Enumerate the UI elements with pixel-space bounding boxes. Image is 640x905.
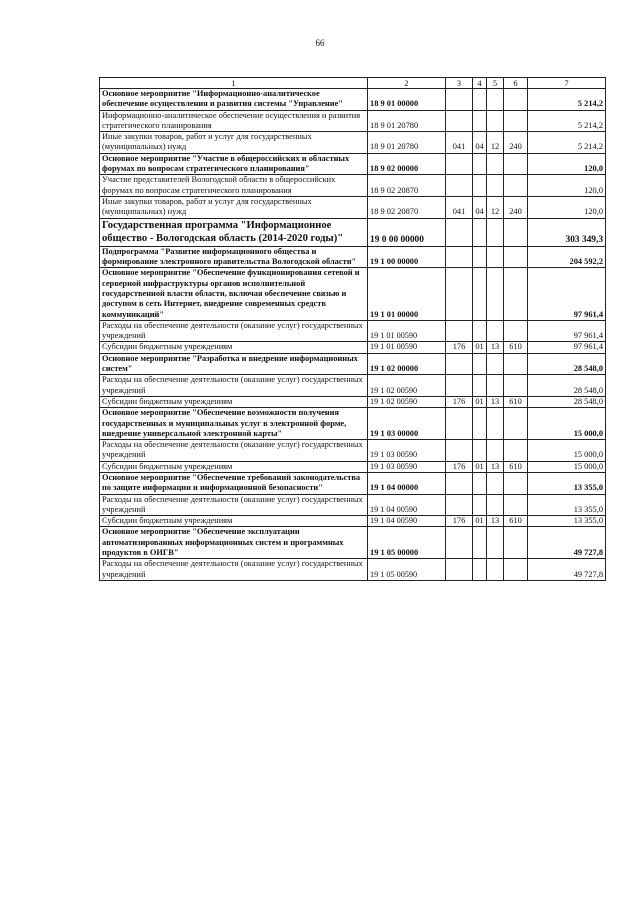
subsection-code <box>487 559 504 581</box>
expense-type-code <box>504 320 528 342</box>
section-code <box>473 472 487 494</box>
target-article-code: 19 0 00 00000 <box>368 218 446 246</box>
row-name-cell: Расходы на обеспечение деятельности (оказание услуг) государственных учреждений <box>100 440 368 462</box>
row-name-cell: Расходы на обеспечение деятельности (оказание услуг) государственных учреждений <box>100 320 368 342</box>
amount-cell: 204 592,2 <box>528 246 606 268</box>
row-name-cell: Участие представителей Вологодской области в общероссийских форумах по вопросам стратегического планирования <box>100 175 368 197</box>
amount-cell: 97 961,4 <box>528 342 606 353</box>
amount-cell: 5 214,2 <box>528 110 606 132</box>
column-header-1: 1 <box>100 78 368 89</box>
section-code <box>473 559 487 581</box>
table-row <box>100 175 606 197</box>
subsection-code: 13 <box>487 396 504 407</box>
target-article-code: 19 1 04 00590 <box>368 516 446 527</box>
table-body <box>100 89 606 581</box>
amount-cell: 13 355,0 <box>528 516 606 527</box>
section-code <box>473 218 487 246</box>
table-row <box>100 132 606 154</box>
target-article-code: 19 1 01 00590 <box>368 342 446 353</box>
target-article-code: 18 9 01 20780 <box>368 110 446 132</box>
section-code <box>473 89 487 111</box>
expense-type-code <box>504 408 528 440</box>
amount-cell: 28 548,0 <box>528 396 606 407</box>
target-article-code: 19 1 02 00000 <box>368 353 446 375</box>
department-code: 041 <box>446 132 473 154</box>
table-row <box>100 516 606 527</box>
expense-type-code: 610 <box>504 516 528 527</box>
subsection-code <box>487 110 504 132</box>
section-code <box>473 268 487 320</box>
target-article-code: 19 1 03 00000 <box>368 408 446 440</box>
table-row <box>100 472 606 494</box>
table-row <box>100 527 606 559</box>
expense-type-code <box>504 89 528 111</box>
table-row <box>100 375 606 397</box>
section-code <box>473 494 487 516</box>
target-article-code: 19 1 04 00590 <box>368 494 446 516</box>
amount-cell: 49 727,8 <box>528 559 606 581</box>
expense-type-code <box>504 110 528 132</box>
amount-cell: 5 214,2 <box>528 132 606 154</box>
section-code <box>473 408 487 440</box>
amount-cell: 120,0 <box>528 175 606 197</box>
section-code: 01 <box>473 342 487 353</box>
table-row <box>100 440 606 462</box>
department-code: 176 <box>446 516 473 527</box>
department-code <box>446 246 473 268</box>
amount-cell: 97 961,4 <box>528 268 606 320</box>
section-code: 04 <box>473 132 487 154</box>
table-row <box>100 494 606 516</box>
section-code <box>473 375 487 397</box>
target-article-code: 19 1 03 00590 <box>368 461 446 472</box>
table-row <box>100 218 606 246</box>
department-code <box>446 375 473 397</box>
expense-type-code <box>504 440 528 462</box>
expense-type-code <box>504 527 528 559</box>
section-code: 01 <box>473 461 487 472</box>
department-code <box>446 408 473 440</box>
row-name-cell: Расходы на обеспечение деятельности (оказание услуг) государственных учреждений <box>100 559 368 581</box>
column-header-6: 6 <box>504 78 528 89</box>
department-code: 176 <box>446 342 473 353</box>
row-name-cell: Субсидии бюджетным учреждениям <box>100 396 368 407</box>
department-code <box>446 559 473 581</box>
table-row <box>100 246 606 268</box>
department-code <box>446 494 473 516</box>
subsection-code <box>487 320 504 342</box>
header-row <box>100 78 606 89</box>
subsection-code <box>487 89 504 111</box>
expense-type-code <box>504 472 528 494</box>
column-header-2: 2 <box>368 78 446 89</box>
target-article-code: 19 1 01 00000 <box>368 268 446 320</box>
department-code <box>446 110 473 132</box>
row-name-cell: Информационно-аналитическое обеспечение осуществления и развития стратегического планирования <box>100 110 368 132</box>
department-code <box>446 440 473 462</box>
section-code: 04 <box>473 196 487 218</box>
amount-cell: 15 000,0 <box>528 408 606 440</box>
section-code <box>473 440 487 462</box>
target-article-code: 19 1 03 00590 <box>368 440 446 462</box>
department-code <box>446 218 473 246</box>
subsection-code <box>487 153 504 175</box>
page-number: 66 <box>315 38 325 48</box>
target-article-code: 19 1 05 00000 <box>368 527 446 559</box>
amount-cell: 303 349,3 <box>528 218 606 246</box>
row-name-cell: Основное мероприятие "Разработка и внедрение информационных систем" <box>100 353 368 375</box>
amount-cell: 15 000,0 <box>528 440 606 462</box>
expense-type-code <box>504 175 528 197</box>
section-code <box>473 320 487 342</box>
expense-type-code <box>504 559 528 581</box>
target-article-code: 18 9 01 00000 <box>368 89 446 111</box>
expense-type-code <box>504 268 528 320</box>
amount-cell: 28 548,0 <box>528 375 606 397</box>
row-name-cell: Расходы на обеспечение деятельности (оказание услуг) государственных учреждений <box>100 375 368 397</box>
row-name-cell: Субсидии бюджетным учреждениям <box>100 342 368 353</box>
amount-cell: 49 727,8 <box>528 527 606 559</box>
budget-table <box>99 77 606 581</box>
table-row <box>100 110 606 132</box>
subsection-code <box>487 408 504 440</box>
target-article-code: 18 9 02 20870 <box>368 196 446 218</box>
department-code: 041 <box>446 196 473 218</box>
department-code <box>446 153 473 175</box>
expense-type-code: 610 <box>504 461 528 472</box>
table-row <box>100 89 606 111</box>
target-article-code: 18 9 01 20780 <box>368 132 446 154</box>
department-code <box>446 472 473 494</box>
section-code <box>473 175 487 197</box>
section-code <box>473 153 487 175</box>
target-article-code: 18 9 02 00000 <box>368 153 446 175</box>
target-article-code: 19 1 04 00000 <box>368 472 446 494</box>
target-article-code: 19 1 02 00590 <box>368 396 446 407</box>
expense-type-code <box>504 218 528 246</box>
department-code: 176 <box>446 396 473 407</box>
expense-type-code: 240 <box>504 196 528 218</box>
target-article-code: 18 9 02 20870 <box>368 175 446 197</box>
row-name-cell: Основное мероприятие "Обеспечение требований законодательства по защите информации и информационной безопасности" <box>100 472 368 494</box>
target-article-code: 19 1 05 00590 <box>368 559 446 581</box>
table-row <box>100 461 606 472</box>
table-row <box>100 342 606 353</box>
subsection-code: 13 <box>487 461 504 472</box>
table-row <box>100 559 606 581</box>
row-name-cell: Основное мероприятие "Обеспечение функционирования сетевой и серверной инфраструктуры органов исполнительной государственной власти области, включая обеспечение связью и доступом в сеть Интернет, внедрение современных средств коммуникаций" <box>100 268 368 320</box>
amount-cell: 28 548,0 <box>528 353 606 375</box>
section-code: 01 <box>473 396 487 407</box>
amount-cell: 13 355,0 <box>528 494 606 516</box>
section-code <box>473 527 487 559</box>
subsection-code: 12 <box>487 196 504 218</box>
department-code <box>446 353 473 375</box>
subsection-code <box>487 268 504 320</box>
column-header-3: 3 <box>446 78 473 89</box>
amount-cell: 15 000,0 <box>528 461 606 472</box>
amount-cell: 5 214,2 <box>528 89 606 111</box>
subsection-code: 13 <box>487 516 504 527</box>
expense-type-code <box>504 246 528 268</box>
row-name-cell: Иные закупки товаров, работ и услуг для государственных (муниципальных) нужд <box>100 196 368 218</box>
subsection-code <box>487 246 504 268</box>
subsection-code <box>487 218 504 246</box>
table-row <box>100 196 606 218</box>
subsection-code <box>487 494 504 516</box>
subsection-code: 12 <box>487 132 504 154</box>
target-article-code: 19 1 02 00590 <box>368 375 446 397</box>
row-name-cell: Государственная программа "Информационное общество - Вологодская область (2014-2020 годы)" <box>100 218 368 246</box>
row-name-cell: Основное мероприятие "Обеспечение возможности получения государственных и муниципальных услуг в электронной форме, внедрение универсальной электронной карты" <box>100 408 368 440</box>
target-article-code: 19 1 01 00590 <box>368 320 446 342</box>
table-row <box>100 153 606 175</box>
expense-type-code: 610 <box>504 342 528 353</box>
row-name-cell: Основное мероприятие "Обеспечение эксплуатации автоматизированных информационных систем и программных продуктов в ОИГВ" <box>100 527 368 559</box>
expense-type-code: 610 <box>504 396 528 407</box>
amount-cell: 13 355,0 <box>528 472 606 494</box>
row-name-cell: Иные закупки товаров, работ и услуг для государственных (муниципальных) нужд <box>100 132 368 154</box>
row-name-cell: Подпрограмма "Развитие информационного общества и формирование электронного правительства Вологодской области" <box>100 246 368 268</box>
table-row <box>100 268 606 320</box>
subsection-code <box>487 440 504 462</box>
row-name-cell: Основное мероприятие "Информационно-аналитическое обеспечение осуществления и развития системы "Управление" <box>100 89 368 111</box>
expense-type-code <box>504 375 528 397</box>
subsection-code <box>487 375 504 397</box>
column-header-4: 4 <box>473 78 487 89</box>
subsection-code <box>487 527 504 559</box>
section-code <box>473 246 487 268</box>
amount-cell: 97 961,4 <box>528 320 606 342</box>
department-code <box>446 175 473 197</box>
department-code <box>446 320 473 342</box>
column-header-7: 7 <box>528 78 606 89</box>
department-code: 176 <box>446 461 473 472</box>
amount-cell: 120,0 <box>528 153 606 175</box>
table-row <box>100 408 606 440</box>
subsection-code <box>487 472 504 494</box>
row-name-cell: Субсидии бюджетным учреждениям <box>100 461 368 472</box>
target-article-code: 19 1 00 00000 <box>368 246 446 268</box>
table-row <box>100 396 606 407</box>
expense-type-code <box>504 153 528 175</box>
row-name-cell: Основное мероприятие "Участие в общероссийских и областных форумах по вопросам стратегического планирования" <box>100 153 368 175</box>
department-code <box>446 268 473 320</box>
section-code <box>473 110 487 132</box>
department-code <box>446 89 473 111</box>
expense-type-code: 240 <box>504 132 528 154</box>
table-row <box>100 353 606 375</box>
amount-cell: 120,0 <box>528 196 606 218</box>
row-name-cell: Расходы на обеспечение деятельности (оказание услуг) государственных учреждений <box>100 494 368 516</box>
column-header-5: 5 <box>487 78 504 89</box>
section-code: 01 <box>473 516 487 527</box>
expense-type-code <box>504 353 528 375</box>
subsection-code: 13 <box>487 342 504 353</box>
table-row <box>100 320 606 342</box>
expense-type-code <box>504 494 528 516</box>
section-code <box>473 353 487 375</box>
subsection-code <box>487 353 504 375</box>
subsection-code <box>487 175 504 197</box>
department-code <box>446 527 473 559</box>
row-name-cell: Субсидии бюджетным учреждениям <box>100 516 368 527</box>
